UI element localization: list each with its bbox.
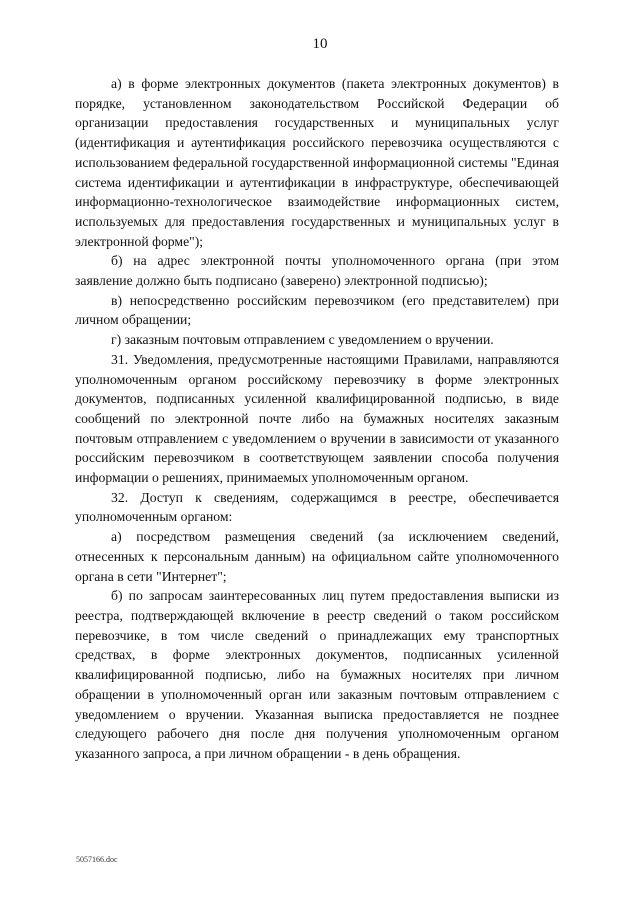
footer-file-code: 5057166.doc: [76, 855, 118, 864]
paragraph-item-a-electronic-docs: а) в форме электронных документов (пакета электронных документов) в порядке, установленном законодательством Российской Федерации об организации предоставления государственных и муниципальных услуг (идентификация и аутентификация российского перевозчика осуществляются с использованием федеральной государственной информационной системы "Единая система идентификации и аутентификации в инфраструктуре, обеспечивающей информационно-технологическое взаимодействие информационных систем, используемых для предоставления государственных и муниципальных услуг в электронной форме");: [75, 76, 559, 249]
paragraph-clause-32: 32. Доступ к сведениям, содержащимся в реестре, обеспечивается уполномоченным органом:: [75, 489, 559, 525]
document-body: [75, 74, 559, 764]
paragraph-clause-32-item-b: б) по запросам заинтересованных лиц путем предоставления выписки из реестра, подтверждающей включение в реестр сведений о таком российском перевозчике, в том числе сведений о принадлежащих ему транспортных средствах, в форме электронных документов, подписанных усиленной квалифицированной подписью, либо на бумажных носителях при личном обращении в уполномоченный орган или заказным почтовым отправлением с уведомлением о вручении. Указанная выписка предоставляется не позднее следующего рабочего дня после дня получения уполномоченным органом указанного запроса, а при личном обращении - в день обращения.: [75, 588, 559, 761]
paragraph-item-g-registered-mail: г) заказным почтовым отправлением с уведомлением о вручении.: [111, 332, 494, 348]
page-number: 10: [312, 36, 328, 52]
paragraph-item-v-in-person: в) непосредственно российским перевозчиком (его представителем) при личном обращении;: [75, 292, 559, 328]
paragraph-clause-31: 31. Уведомления, предусмотренные настоящими Правилами, направляются уполномоченным органом российскому перевозчику в форме электронных документов, подписанных усиленной квалифицированной подписью, в виде сообщений по электронной почте либо на бумажных носителях заказным почтовым отправлением с уведомлением о вручении в зависимости от указанного российским перевозчиком в соответствующем заявлении способа получения информации о решениях, принимаемых уполномоченным органом.: [75, 351, 559, 486]
paragraph-clause-32-item-a: а) посредством размещения сведений (за исключением сведений, отнесенных к персональным данным) на официальном сайте уполномоченного органа в сети "Интернет";: [75, 529, 559, 584]
paragraph-item-b-email: б) на адрес электронной почты уполномоченного органа (при этом заявление должно быть подписано (заверено) электронной подписью);: [75, 253, 559, 289]
